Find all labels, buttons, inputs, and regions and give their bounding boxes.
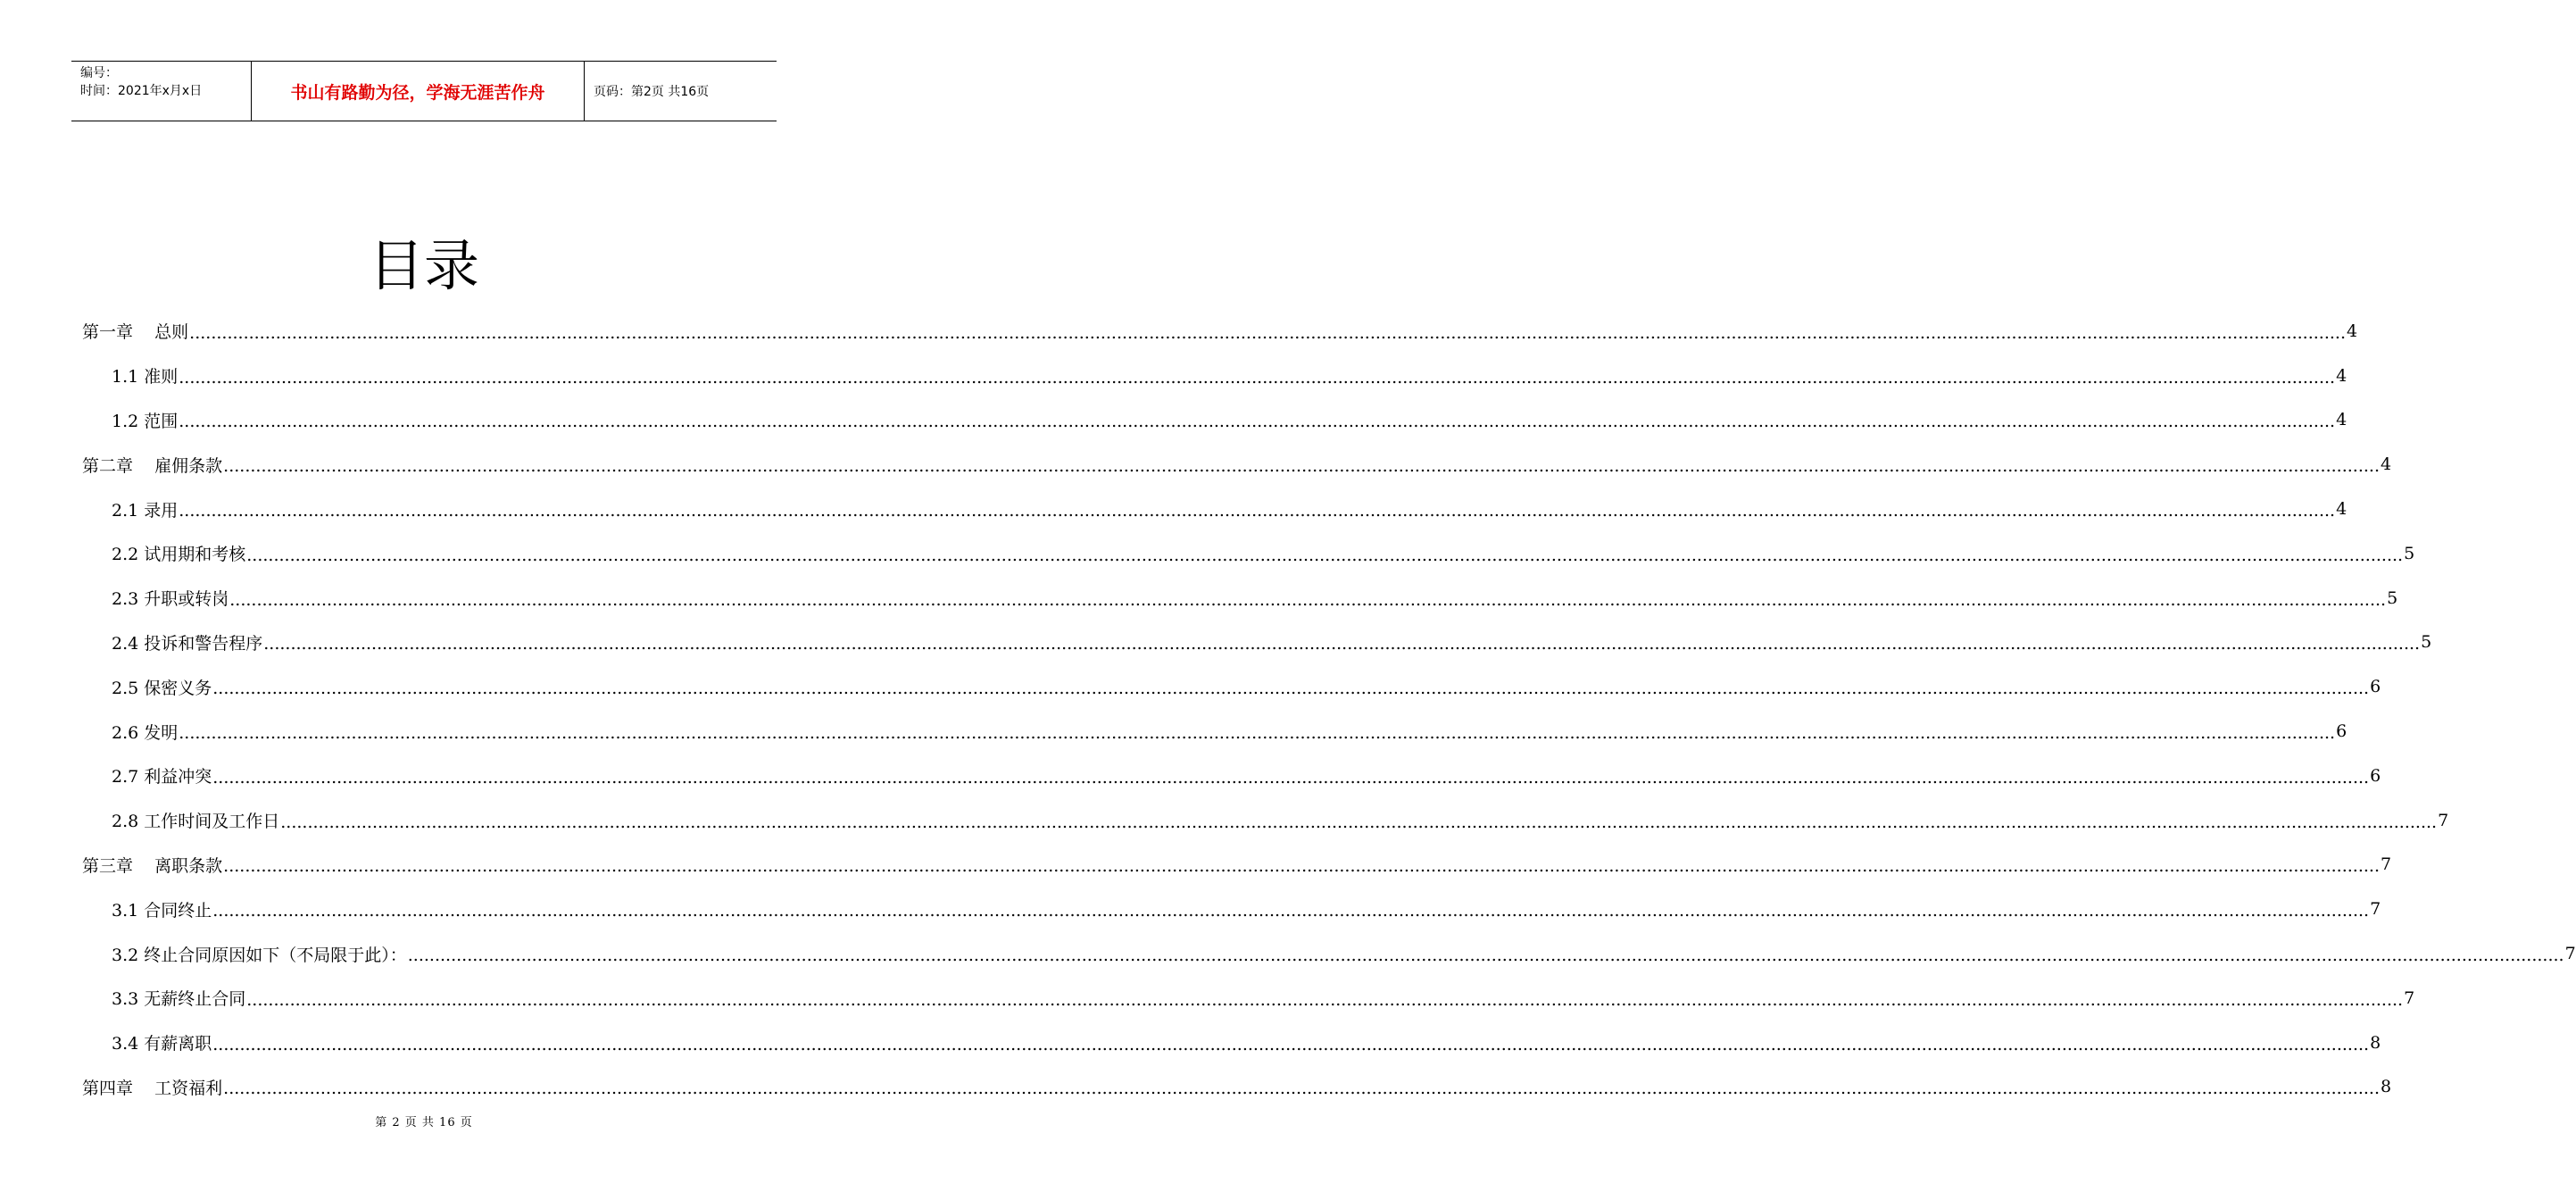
header-meta [71,62,252,121]
page-header [71,61,777,121]
toc-entry-label: 2.8 工作时间及工作日 [112,812,280,832]
toc-entry-page: 7 [2370,899,2381,920]
toc-dot-leader: ................................................................................................................................................................................................................................................................................................................................................................................................................ [229,589,2387,610]
toc-entry[interactable] [82,1021,2381,1065]
toc-dot-leader: ................................................................................................................................................................................................................................................................................................................................................................................................................ [246,545,2404,565]
toc-dot-leader: ................................................................................................................................................................................................................................................................................................................................................................................................................ [246,989,2404,1010]
toc-dot-leader: ................................................................................................................................................................................................................................................................................................................................................................................................................ [179,723,2336,744]
toc-dot-leader: ................................................................................................................................................................................................................................................................................................................................................................................................................ [179,367,2336,388]
toc-entry-page: 5 [2421,632,2432,653]
time-label: 时间：2021年x月x日 [80,84,203,98]
toc-entry-label: 第一章 总则 [82,322,189,343]
toc-entry-page: 4 [2381,454,2392,475]
toc-entry-label: 2.7 利益冲突 [112,767,212,788]
toc-entry[interactable] [82,309,2358,354]
toc-dot-leader: ................................................................................................................................................................................................................................................................................................................................................................................................................ [212,901,2370,921]
toc-entry-label: 2.2 试用期和考核 [112,545,246,565]
toc-entry-label: 2.1 录用 [112,500,179,521]
toc-entry-page: 4 [2347,321,2358,341]
toc-entry[interactable] [82,621,2432,665]
toc-entry-label: 3.4 有薪离职 [112,1034,212,1054]
toc-entry-page: 8 [2381,1077,2392,1097]
toc-entry-page: 5 [2387,588,2398,608]
toc-dot-leader: ................................................................................................................................................................................................................................................................................................................................................................................................................ [189,322,2346,343]
toc-entry-label: 3.2 终止合同原因如下（不局限于此）： [112,945,407,965]
toc-dot-leader: ................................................................................................................................................................................................................................................................................................................................................................................................................ [179,412,2336,432]
toc-entry[interactable] [82,398,2347,443]
toc-entry[interactable] [82,887,2381,931]
toc-entry[interactable] [82,754,2381,798]
toc-entry[interactable] [82,576,2398,621]
toc-entry-label: 第四章 工资福利 [82,1078,223,1098]
toc-entry[interactable] [82,531,2415,576]
toc-entry-label: 1.1 准则 [112,367,179,388]
toc-entry-label: 2.5 保密义务 [112,678,212,698]
toc-entry-label: 1.2 范围 [112,411,179,431]
table-of-contents [82,309,2576,1109]
toc-dot-leader: ................................................................................................................................................................................................................................................................................................................................................................................................................ [212,679,2370,699]
toc-entry-label: 3.1 合同终止 [112,900,212,921]
toc-entry-page: 7 [2381,854,2392,875]
toc-dot-leader: ................................................................................................................................................................................................................................................................................................................................................................................................................ [212,1034,2370,1054]
page-title: 目录 [368,233,479,298]
toc-dot-leader: ................................................................................................................................................................................................................................................................................................................................................................................................................ [280,812,2438,832]
toc-entry[interactable] [82,843,2392,888]
toc-entry[interactable] [82,709,2347,754]
toc-dot-leader: ................................................................................................................................................................................................................................................................................................................................................................................................................ [223,456,2380,477]
toc-entry-page: 6 [2370,765,2381,786]
header-page-info: 页码：第2页 共16页 [594,85,710,99]
toc-entry[interactable] [82,931,2576,976]
toc-entry-page: 4 [2336,365,2347,386]
toc-entry-page: 4 [2336,499,2347,520]
toc-entry-page: 5 [2404,543,2415,563]
toc-entry[interactable] [82,664,2381,709]
toc-dot-leader: ................................................................................................................................................................................................................................................................................................................................................................................................................ [179,501,2336,521]
toc-entry-label: 第三章 离职条款 [82,855,223,876]
toc-entry-page: 7 [2438,810,2449,830]
toc-entry-page: 7 [2564,944,2576,964]
header-motto: 书山有路勤为径，学海无涯苦作舟 [252,62,585,121]
toc-entry-page: 7 [2404,988,2415,1008]
toc-entry[interactable] [82,487,2347,531]
toc-entry-label: 2.6 发明 [112,722,179,743]
toc-dot-leader: ................................................................................................................................................................................................................................................................................................................................................................................................................ [223,856,2380,877]
toc-dot-leader: ................................................................................................................................................................................................................................................................................................................................................................................................................ [212,767,2370,788]
toc-entry[interactable] [82,354,2347,398]
toc-entry[interactable] [82,1065,2392,1110]
page-footer: 第 2 页 共 16 页 [375,1116,473,1129]
toc-dot-leader: ................................................................................................................................................................................................................................................................................................................................................................................................................ [223,1079,2380,1099]
toc-dot-leader: ................................................................................................................................................................................................................................................................................................................................................................................................................ [407,946,2564,966]
number-label: 编号： [80,66,118,80]
toc-entry-page: 6 [2336,721,2347,742]
toc-entry-page: 6 [2370,677,2381,697]
toc-entry-page: 8 [2370,1032,2381,1053]
toc-entry-page: 4 [2336,410,2347,430]
toc-entry-label: 3.3 无薪终止合同 [112,989,246,1010]
toc-entry[interactable] [82,976,2415,1021]
toc-dot-leader: ................................................................................................................................................................................................................................................................................................................................................................................................................ [263,634,2421,654]
toc-entry-label: 2.4 投诉和警告程序 [112,633,263,654]
toc-entry[interactable] [82,442,2392,487]
toc-entry-label: 2.3 升职或转岗 [112,589,229,610]
toc-entry[interactable] [82,798,2449,843]
toc-entry-label: 第二章 雇佣条款 [82,455,223,476]
